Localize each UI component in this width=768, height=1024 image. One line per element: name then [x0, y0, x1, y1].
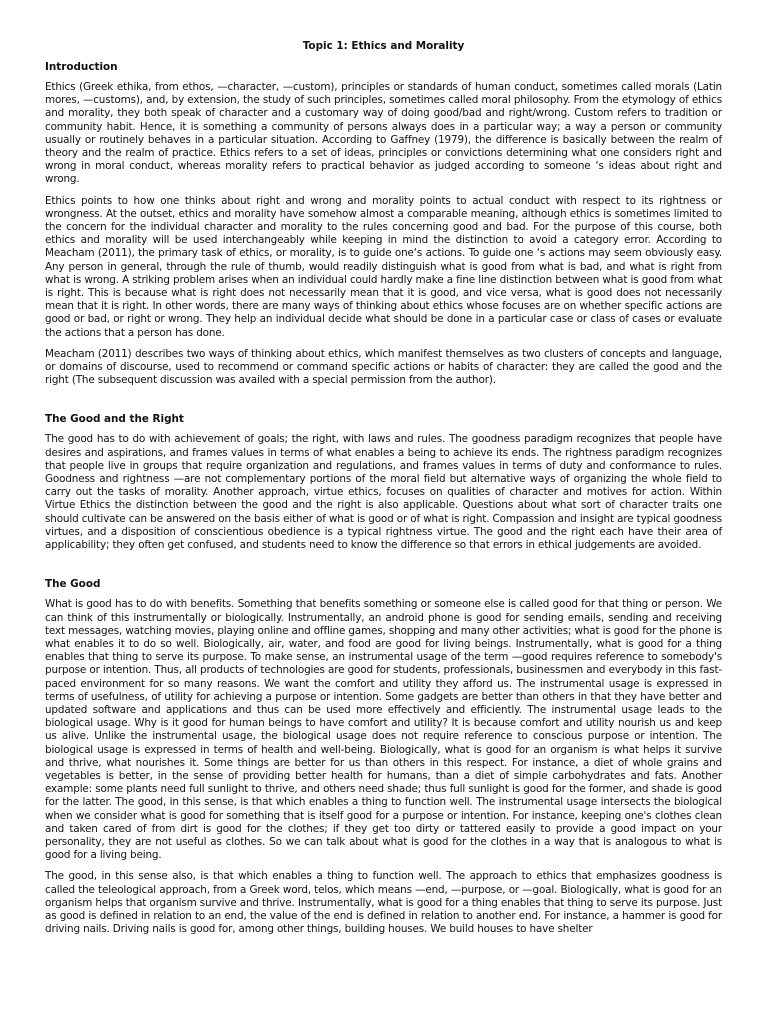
section-heading-introduction: Introduction [45, 61, 118, 73]
section-heading-the-good: The Good [45, 578, 101, 591]
paragraph: Ethics (Greek ethika, from ethos, —character, —custom), principles or standards of human conduct, sometimes called morals (Latin mores, —customs), and, by extension, the study of such principles, sometimes called moral philosophy. From the etymology of ethics and morality, they both speak of character and a customary way of doing good/bad and right/wrong. Custom refers to tradition or community habit. Hence, it is something a community of persons always does in a particular way; a way a person or community usually or routinely behaves in a particular situation. According to Gaffney (1979), the difference is basically between the realm of theory and the realm of practice. Ethics refers to a set of ideas, principles or convictions determining what one considers right and wrong in moral conduct, whereas morality refers to practical behavior as judged according to someone ‘s ideas about right and wrong. [45, 81, 722, 186]
section-heading-good-and-right: The Good and the Right [45, 413, 184, 426]
paragraph: The good, in this sense also, is that which enables a thing to function well. The approach to ethics that emphasizes goodness is called the teleological approach, from a Greek word, telos, which means —end, —purpose, or —goal. Biologically, what is good for an organism helps that organism survive and thrive. Instrumentally, what is good for a thing enables that thing to serve its purpose. Just as good is defined in relation to an end, the value of the end is defined in relation to another end. For instance, a hammer is good for driving nails. Driving nails is good for, among other things, building houses. We build houses to have shelter [45, 870, 722, 936]
paragraph: What is good has to do with benefits. Something that benefits something or someone else is called good for that thing or person. We can think of this instrumentally or biologically. Instrumentally, an android phone is good for sending emails, sending and receiving text messages, watching movies, playing online and offline games, shopping and many other activities; what is good for the phone is what enables it to do so well. Biologically, air, water, and food are good for living beings. Instrumentally, what is good for a thing enables that thing to serve its purpose. To make sense, an instrumental usage of the term —good requires reference to somebody's purpose or intention. Thus, all products of technologies are good for students, professionals, businessmen and everybody in this fast-paced environment for so many reasons. We want the comfort and utility they afford us. The instrumental usage is expressed in terms of usefulness, of utility for achieving a purpose or intention. Some gadgets are better than others in that they have better and updated software and applications and thus can be used more effectively and efficiently. The instrumental usage leads to the biological usage. Why is it good for human beings to have comfort and utility? It is because comfort and utility nourish us and keep us alive. Unlike the instrumental usage, the biological usage does not require reference to conscious purpose or intention. The biological usage is expressed in terms of health and well-being. Biologically, what is good for an organism is what helps it survive and thrive, what nourishes it. Some things are better for us than others in this respect. For instance, a diet of whole grains and vegetables is better, in the sense of providing better health for humans, than a diet of simple carbohydrates and fats. Another example: some plants need full sunlight to thrive, and others need shade; thus full sunlight is good for the former, and shade is good for the latter. The good, in this sense, is that which enables a thing to function well. The instrumental usage intersects the biological when we consider what is good for something that is itself good for a purpose or intention. For instance, keeping one's clothes clean and taken cared of from dirt is good for the clothes; if they get too dirty or tattered easily to provide a good impact on your personality, they are not useful as clothes. So we can talk about what is good for the clothes in a way that is analogous to what is good for a living being. [45, 598, 722, 862]
page-title: Topic 1: Ethics and Morality [302, 40, 465, 52]
paragraph: Ethics points to how one thinks about right and wrong and morality points to actual conduct with respect to its rightness or wrongness. At the outset, ethics and morality have somehow almost a comparable meaning, although ethics is sometimes limited to the concern for the individual character and morality to the rules concerning good and bad. For the purpose of this course, both ethics and morality will be used interchangeably while keeping in mind the distinction to avoid a category error. According to Meacham (2011), the primary task of ethics, or morality, is to guide one‘s actions. To guide one ‘s actions may seem obviously easy. Any person in general, through the rule of thumb, would readily distinguish what is good from what is bad, and what is right from what is wrong. A striking problem arises when an individual could hardly make a fine line distinction between what is good from what is right. This is because what is right does not necessarily mean that it is good, and vice versa, what is good does not necessarily mean that it is right. In other words, there are many ways of thinking about ethics whose focuses are on whether specific actions are good or bad, or right or wrong. They help an individual decide what should be done in a particular case or class of cases or evaluate the actions that a person has done. [45, 194, 722, 339]
section-gap [45, 560, 722, 577]
paragraph: Meacham (2011) describes two ways of thinking about ethics, which manifest themselves as two clusters of concepts and language, or domains of discourse, used to recommend or command specific actions or habits of character: they are called the good and the right (The subsequent discussion was availed with a special permission from the author). [45, 347, 722, 387]
paragraph: The good has to do with achievement of goals; the right, with laws and rules. The goodness paradigm recognizes that people have desires and aspirations, and frames values in terms of what enables a being to achieve its ends. The rightness paradigm recognizes that people live in groups that require organization and regulations, and frames values in terms of duty and conformance to rules. Goodness and rightness —are not complementary portions of the moral field but alternative ways of organizing the whole field to carry out the tasks of morality. Another approach, virtue ethics, focuses on qualities of character and motives for action. Within Virtue Ethics the distinction between the good and the right is also applicable. Questions about what sort of character traits one should cultivate can be answered on the basis either of what is good or of what is right. Compassion and insight are typical goodness virtues, and a disposition of conscientious obedience is a typical rightness virtue. The good and the right each have their area of applicability; they often get confused, and students need to know the difference so that errors in ethical judgements are avoided. [45, 433, 722, 552]
section-gap [45, 395, 722, 412]
